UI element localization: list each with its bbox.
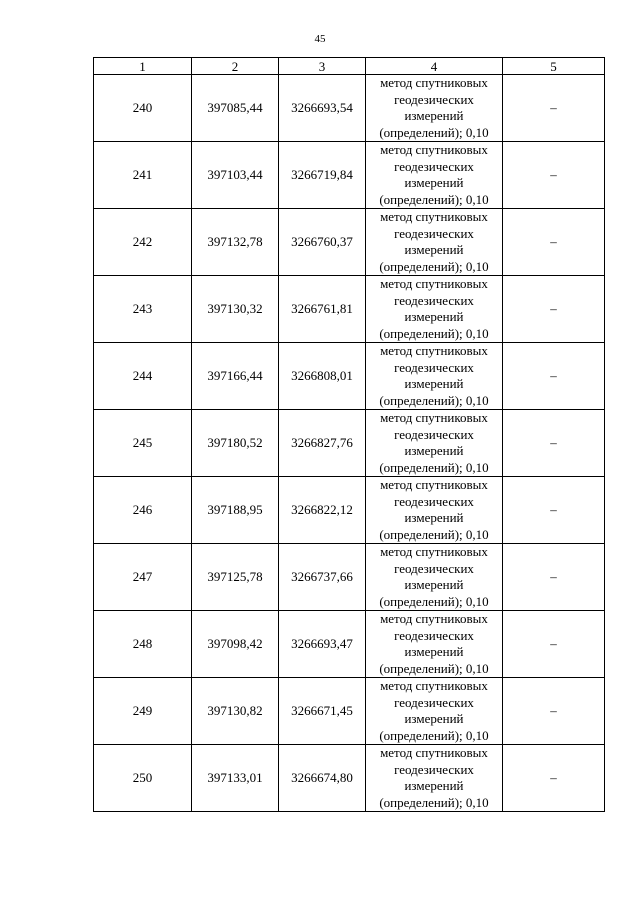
- column-header-5: 5: [503, 58, 605, 75]
- method-line: геодезических: [394, 493, 474, 509]
- table-row: [94, 276, 605, 343]
- method-line: (определений); 0,10: [379, 325, 489, 341]
- table-row: [94, 544, 605, 611]
- table-row: [94, 209, 605, 276]
- point-number-cell: 240: [94, 75, 192, 142]
- note-cell: –: [503, 611, 605, 678]
- method-line: измерений: [404, 376, 464, 391]
- method-line: метод спутниковых: [380, 410, 488, 425]
- method-line: (определений); 0,10: [379, 526, 489, 542]
- method-line: (определений); 0,10: [379, 727, 489, 743]
- point-number-cell: 250: [94, 745, 192, 812]
- method-cell: [366, 209, 503, 276]
- column-header-3: 3: [279, 58, 366, 75]
- note-cell: –: [503, 477, 605, 544]
- note-cell: –: [503, 142, 605, 209]
- column-header-1: 1: [94, 58, 192, 75]
- table-row: [94, 678, 605, 745]
- y-coordinate-cell: 3266827,76: [279, 410, 366, 477]
- method-cell: [366, 343, 503, 410]
- method-line: геодезических: [394, 359, 474, 375]
- table-row: [94, 611, 605, 678]
- note-cell: –: [503, 276, 605, 343]
- method-cell: [366, 410, 503, 477]
- y-coordinate-cell: 3266671,45: [279, 678, 366, 745]
- method-cell: [366, 678, 503, 745]
- method-line: геодезических: [394, 761, 474, 777]
- x-coordinate-cell: 397133,01: [192, 745, 279, 812]
- x-coordinate-cell: 397188,95: [192, 477, 279, 544]
- method-line: метод спутниковых: [380, 544, 488, 559]
- y-coordinate-cell: 3266737,66: [279, 544, 366, 611]
- x-coordinate-cell: 397180,52: [192, 410, 279, 477]
- method-line: геодезических: [394, 627, 474, 643]
- method-line: измерений: [404, 108, 464, 123]
- method-line: метод спутниковых: [380, 611, 488, 626]
- x-coordinate-cell: 397130,82: [192, 678, 279, 745]
- method-line: (определений); 0,10: [379, 191, 489, 207]
- note-cell: –: [503, 745, 605, 812]
- point-number-cell: 245: [94, 410, 192, 477]
- table-row: [94, 142, 605, 209]
- method-line: (определений); 0,10: [379, 660, 489, 676]
- method-cell: [366, 611, 503, 678]
- method-cell: [366, 75, 503, 142]
- table-row: [94, 343, 605, 410]
- point-number-cell: 246: [94, 477, 192, 544]
- method-line: метод спутниковых: [380, 745, 488, 760]
- method-line: геодезических: [394, 694, 474, 710]
- method-line: (определений); 0,10: [379, 392, 489, 408]
- y-coordinate-cell: 3266674,80: [279, 745, 366, 812]
- y-coordinate-cell: 3266693,47: [279, 611, 366, 678]
- point-number-cell: 242: [94, 209, 192, 276]
- method-line: измерений: [404, 309, 464, 324]
- method-line: метод спутниковых: [380, 209, 488, 224]
- method-line: геодезических: [394, 292, 474, 308]
- point-number-cell: 241: [94, 142, 192, 209]
- point-number-cell: 247: [94, 544, 192, 611]
- point-number-cell: 243: [94, 276, 192, 343]
- x-coordinate-cell: 397166,44: [192, 343, 279, 410]
- method-line: геодезических: [394, 225, 474, 241]
- note-cell: –: [503, 544, 605, 611]
- y-coordinate-cell: 3266822,12: [279, 477, 366, 544]
- method-cell: [366, 544, 503, 611]
- x-coordinate-cell: 397125,78: [192, 544, 279, 611]
- x-coordinate-cell: 397132,78: [192, 209, 279, 276]
- method-line: метод спутниковых: [380, 477, 488, 492]
- column-header-4: 4: [366, 58, 503, 75]
- method-line: метод спутниковых: [380, 678, 488, 693]
- note-cell: –: [503, 343, 605, 410]
- coordinates-table: [93, 57, 605, 812]
- note-cell: –: [503, 75, 605, 142]
- note-cell: –: [503, 410, 605, 477]
- table-header-row: [94, 58, 605, 75]
- method-line: (определений); 0,10: [379, 459, 489, 475]
- y-coordinate-cell: 3266808,01: [279, 343, 366, 410]
- method-line: измерений: [404, 443, 464, 458]
- method-line: (определений); 0,10: [379, 794, 489, 810]
- method-cell: [366, 142, 503, 209]
- method-line: измерений: [404, 510, 464, 525]
- method-cell: [366, 477, 503, 544]
- point-number-cell: 248: [94, 611, 192, 678]
- method-line: (определений); 0,10: [379, 124, 489, 140]
- y-coordinate-cell: 3266719,84: [279, 142, 366, 209]
- point-number-cell: 249: [94, 678, 192, 745]
- method-line: метод спутниковых: [380, 276, 488, 291]
- method-line: измерений: [404, 778, 464, 793]
- x-coordinate-cell: 397103,44: [192, 142, 279, 209]
- x-coordinate-cell: 397098,42: [192, 611, 279, 678]
- page-number: 45: [314, 33, 326, 45]
- method-line: метод спутниковых: [380, 142, 488, 157]
- note-cell: –: [503, 209, 605, 276]
- method-line: метод спутниковых: [380, 343, 488, 358]
- method-cell: [366, 745, 503, 812]
- table-row: [94, 410, 605, 477]
- method-line: измерений: [404, 711, 464, 726]
- method-line: геодезических: [394, 560, 474, 576]
- table-body: [94, 75, 605, 812]
- y-coordinate-cell: 3266693,54: [279, 75, 366, 142]
- method-line: измерений: [404, 242, 464, 257]
- table-row: [94, 75, 605, 142]
- method-line: измерений: [404, 175, 464, 190]
- x-coordinate-cell: 397085,44: [192, 75, 279, 142]
- table-row: [94, 477, 605, 544]
- y-coordinate-cell: 3266760,37: [279, 209, 366, 276]
- note-cell: –: [503, 678, 605, 745]
- method-line: измерений: [404, 577, 464, 592]
- method-line: (определений); 0,10: [379, 258, 489, 274]
- method-cell: [366, 276, 503, 343]
- method-line: (определений); 0,10: [379, 593, 489, 609]
- method-line: геодезических: [394, 91, 474, 107]
- point-number-cell: 244: [94, 343, 192, 410]
- method-line: метод спутниковых: [380, 75, 488, 90]
- table-row: [94, 745, 605, 812]
- x-coordinate-cell: 397130,32: [192, 276, 279, 343]
- method-line: геодезических: [394, 158, 474, 174]
- column-header-2: 2: [192, 58, 279, 75]
- y-coordinate-cell: 3266761,81: [279, 276, 366, 343]
- method-line: геодезических: [394, 426, 474, 442]
- method-line: измерений: [404, 644, 464, 659]
